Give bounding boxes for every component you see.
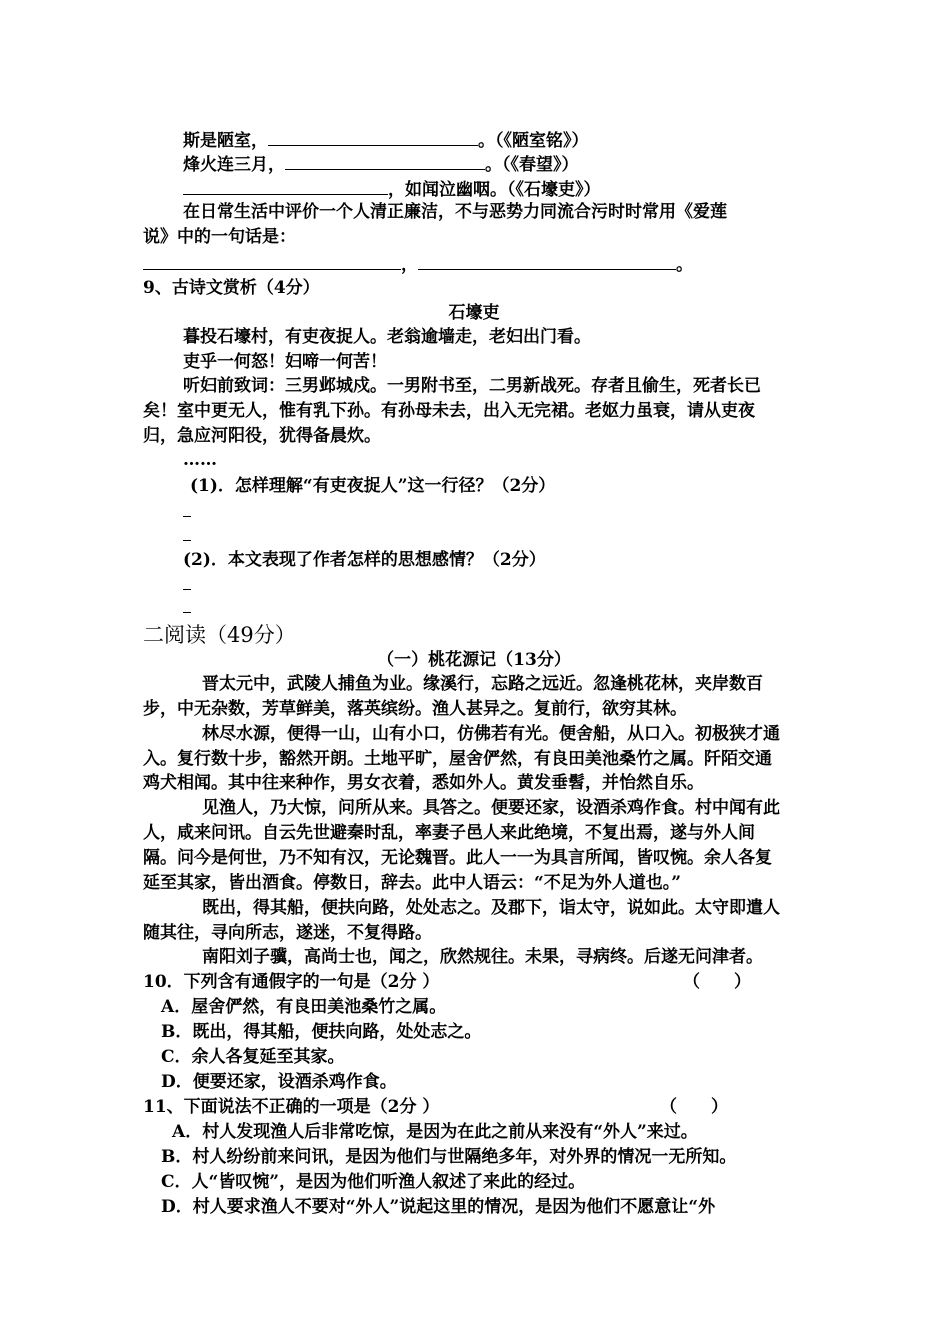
option-a[interactable]: A．屋舍俨然，有良田美池桑竹之属。	[161, 997, 447, 1017]
passage-line: 隔。问今是何世，乃不知有汉，无论魏晋。此人一一为具言所闻，皆叹惋。余人各复	[143, 848, 772, 868]
option-a[interactable]: A．村人发现渔人后非常吃惊，是因为在此之前从来没有“外人”来过。	[172, 1122, 698, 1142]
poem-line: 听妇前致词：三男邺城戍。一男附书至，二男新战死。存者且偷生，死者长已	[183, 376, 761, 396]
option-b[interactable]: B．既出，得其船，便扶向路，处处志之。	[161, 1022, 482, 1042]
answer-blank[interactable]	[285, 152, 485, 170]
question-9-heading: 9、古诗文赏析（4分）	[143, 278, 320, 298]
question-11-stem: 11、下面说法不正确的一项是（2分 ）	[143, 1097, 440, 1117]
answer-blank[interactable]	[183, 540, 191, 541]
line-text: ，如闻泣幽咽。（《石壕吏》）	[388, 180, 601, 200]
answer-blank[interactable]	[183, 516, 191, 517]
answer-parentheses[interactable]: （ ）	[683, 972, 751, 992]
question-10-stem: 10．下列含有通假字的一句是（2分 ）	[143, 972, 440, 992]
answer-blank[interactable]	[418, 252, 676, 270]
blank-line-3	[183, 177, 601, 201]
passage-line: 随其往，寻向所志，遂迷，不复得路。	[143, 923, 432, 943]
passage-line: 晋太元中，武陵人捕鱼为业。缘溪行，忘路之远近。忽逢桃花林，夹岸数百	[202, 674, 763, 694]
answer-parentheses[interactable]: （ ）	[660, 1097, 728, 1117]
poem-line: 吏乎一何怒！妇啼一何苦！	[183, 352, 387, 372]
poem-line: 暮投石壕村，有吏夜捉人。老翁逾墙走，老妇出门看。	[183, 327, 591, 347]
answer-blank[interactable]	[143, 252, 401, 270]
answer-blank[interactable]	[183, 612, 191, 613]
line-text: 斯是陋室，	[183, 131, 268, 151]
section-heading: 二阅读（49分）	[143, 623, 296, 647]
line-text: ，	[401, 255, 418, 275]
answer-blank[interactable]	[268, 128, 478, 146]
poem-title: 石壕吏	[448, 303, 500, 323]
option-c[interactable]: C．余人各复延至其家。	[161, 1047, 345, 1067]
answer-blank[interactable]	[183, 177, 388, 195]
blank-line-1	[183, 128, 589, 152]
blank-line-6	[143, 252, 693, 276]
poem-line: 归，急应河阳役，犹得备晨炊。	[143, 426, 381, 446]
passage-line: 南阳刘子骥，高尚士也，闻之，欣然规往。未果，寻病终。后遂无问津者。	[202, 947, 763, 967]
option-d[interactable]: D．便要还家，设酒杀鸡作食。	[161, 1072, 397, 1092]
line-text: 。（《陋室铭》）	[478, 131, 589, 151]
sub-question-2: (2)．本文表现了作者怎样的思想感情？（2分）	[183, 550, 546, 570]
poem-ellipsis: ……	[183, 450, 217, 470]
option-b[interactable]: B．村人纷纷前来问讯，是因为他们与世隔绝多年，对外界的情况一无所知。	[161, 1147, 737, 1167]
option-c[interactable]: C．人“皆叹惋”，是因为他们听渔人叙述了来此的经过。	[161, 1172, 586, 1192]
passage-line: 人，咸来问讯。自云先世避秦时乱，率妻子邑人来此绝境，不复出焉，遂与外人间	[143, 823, 755, 843]
passage-line: 见渔人，乃大惊，问所从来。具答之。便要还家，设酒杀鸡作食。村中闻有此	[202, 798, 780, 818]
option-d[interactable]: D．村人要求渔人不要对“外人”说起这里的情况，是因为他们不愿意让“外	[161, 1197, 716, 1217]
passage-line: 入。复行数十步，豁然开朗。土地平旷，屋舍俨然，有良田美池桑竹之属。阡陌交通	[143, 749, 772, 769]
passage-line: 既出，得其船，便扶向路，处处志之。及郡下，诣太守，说如此。太守即遣人	[202, 898, 780, 918]
blank-line-2	[183, 152, 579, 176]
passage-line: 步，中无杂数，芳草鲜美，落英缤纷。渔人甚异之。复前行，欲穷其林。	[143, 699, 687, 719]
line-text: 。	[676, 255, 693, 275]
prompt-line: 说》中的一句话是：	[143, 227, 296, 247]
passage-line: 林尽水源，便得一山，山有小口，仿佛若有光。便舍船，从口入。初极狭才通	[202, 724, 780, 744]
passage-line: 鸡犬相闻。其中往来种作，男女衣着，悉如外人。黄发垂髫，并怡然自乐。	[143, 773, 704, 793]
passage-title: （一）桃花源记（13分）	[377, 650, 571, 670]
passage-line: 延至其家，皆出酒食。停数日，辞去。此中人语云：“不足为外人道也。”	[143, 873, 682, 893]
poem-line: 矣！室中更无人，惟有乳下孙。有孙母未去，出入无完裙。老妪力虽衰，请从吏夜	[143, 401, 755, 421]
prompt-line: 在日常生活中评价一个人清正廉洁，不与恶势力同流合污时时常用《爱莲	[183, 202, 727, 222]
answer-blank[interactable]	[183, 589, 191, 590]
line-text: 。（《春望》）	[485, 155, 579, 175]
line-text: 烽火连三月，	[183, 155, 285, 175]
sub-question-1: (1)．怎样理解“有吏夜捉人”这一行径？（2分）	[190, 476, 556, 496]
